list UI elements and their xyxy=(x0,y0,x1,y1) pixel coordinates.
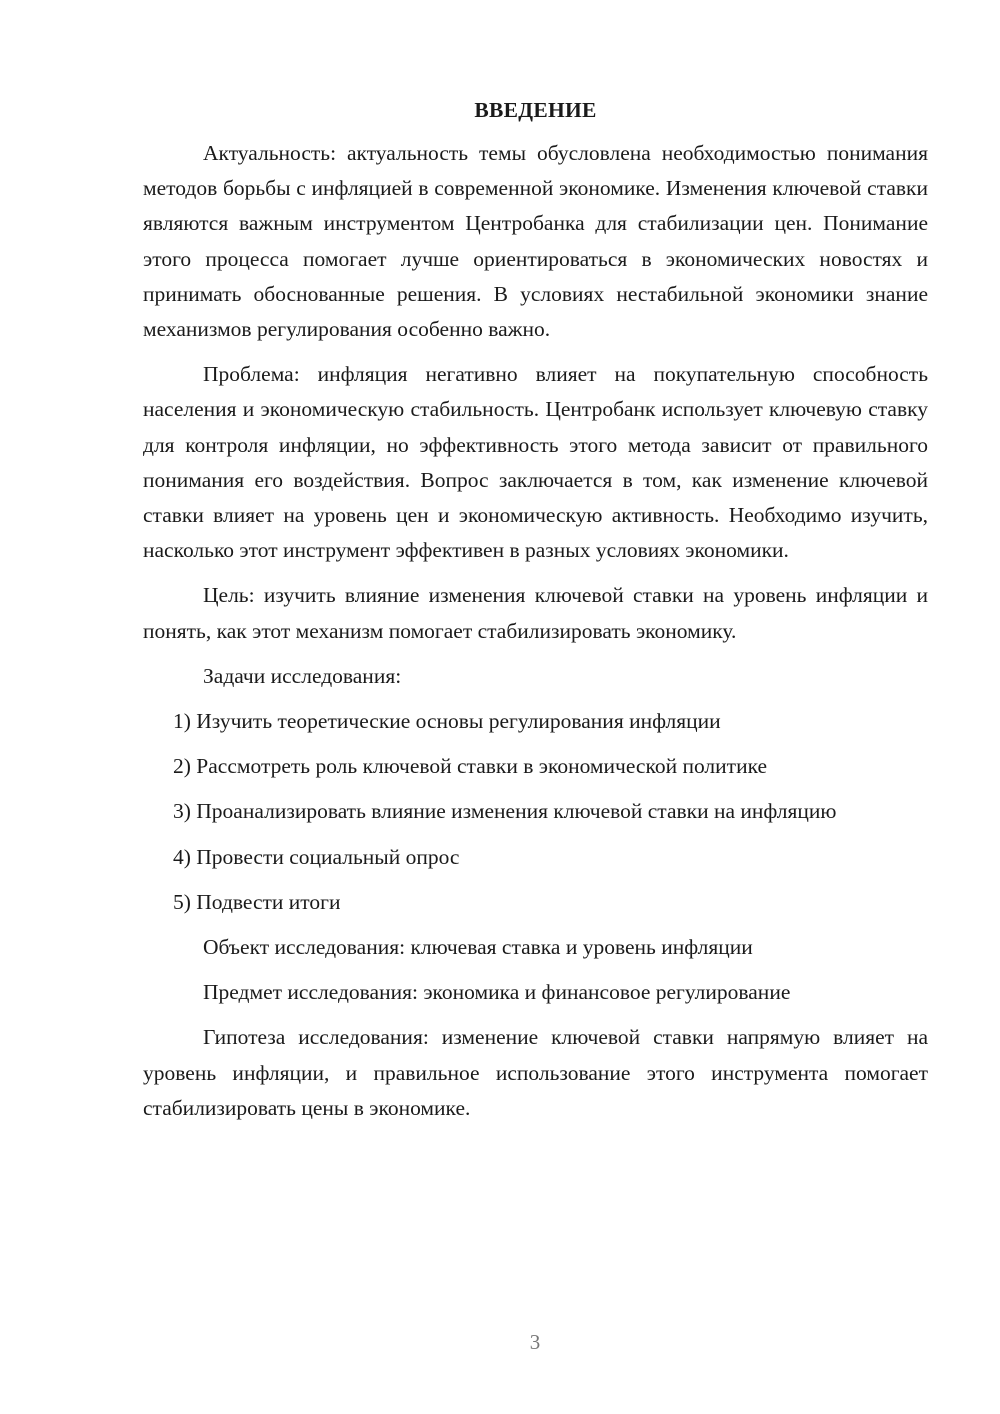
paragraph-goal: Цель: изучить влияние изменения ключевой ставки на уровень инфляции и понять, как этот механизм помогает стабилизировать экономику. xyxy=(143,583,928,643)
task-item-2: 2) Рассмотреть роль ключевой ставки в экономической политике xyxy=(173,754,768,779)
tasks-title: Задачи исследования: xyxy=(203,663,402,688)
task-item-4: 4) Провести социальный опрос xyxy=(173,844,460,869)
page-content xyxy=(143,88,928,1136)
paragraph-problem: Проблема: инфляция негативно влияет на покупательную способность населения и экономическую стабильность. Центробанк использует ключевую ставку для контроля инфляции, но эффективность этого метода зависит от правильного понимания его воздействия. Вопрос заключается в том, как изменение ключевой ставки влияет на уровень цен и экономическую активность. Необходимо изучить, насколько этот инструмент эффективен в разных условиях экономики. xyxy=(143,362,928,563)
research-hypothesis: Гипотеза исследования: изменение ключевой ставки напрямую влияет на уровень инфляции, и правильное использование этого инструмента помогает стабилизировать цены в экономике. xyxy=(143,1025,928,1120)
section-heading: ВВЕДЕНИЕ xyxy=(474,98,597,122)
task-item-3: 3) Проанализировать влияние изменения ключевой ставки на инфляцию xyxy=(173,799,837,824)
paragraph-relevance: Актуальность: актуальность темы обусловлена необходимостью понимания методов борьбы с инфляцией в современной экономике. Изменения ключевой ставки являются важным инструментом Центробанка для стабилизации цен. Понимание этого процесса помогает лучше ориентироваться в экономических новостях и принимать обоснованные решения. В условиях нестабильной экономики знание механизмов регулирования особенно важно. xyxy=(143,141,928,342)
research-subject: Предмет исследования: экономика и финансовое регулирование xyxy=(203,980,791,1005)
task-item-1: 1) Изучить теоретические основы регулирования инфляции xyxy=(173,709,721,734)
task-item-5: 5) Подвести итоги xyxy=(173,889,341,914)
page-number: 3 xyxy=(529,1330,541,1354)
research-object: Объект исследования: ключевая ставка и уровень инфляции xyxy=(203,935,753,960)
